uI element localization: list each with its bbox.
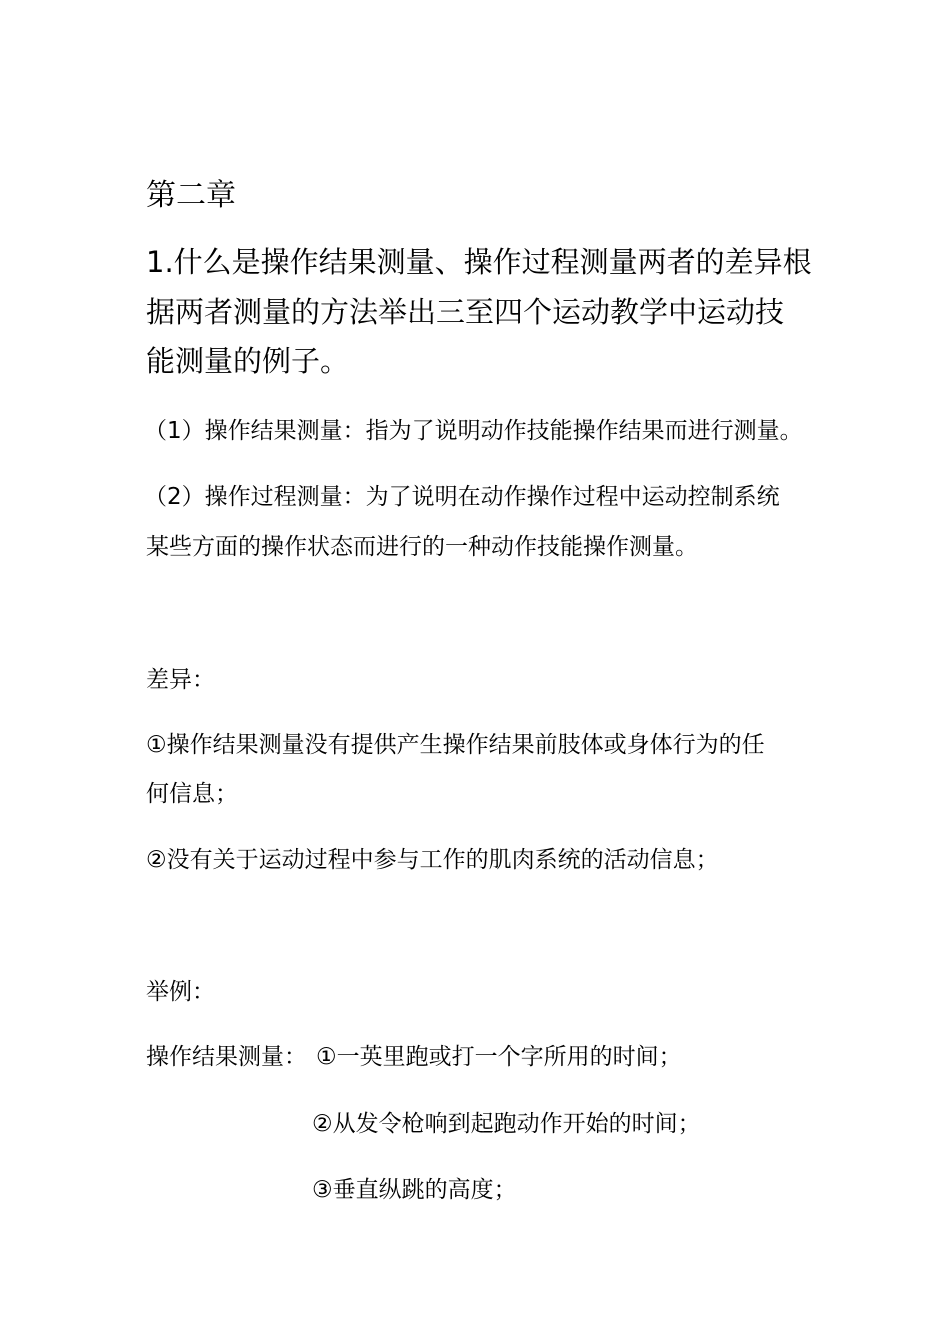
example-item-1: ①一英里跑或打一个字所用的时间； bbox=[316, 1044, 682, 1070]
examples-heading: 举例： bbox=[146, 979, 215, 1005]
differences-heading: 差异： bbox=[146, 667, 215, 693]
question-line-3: 能测量的例子。 bbox=[146, 344, 350, 378]
example-item-3: ③垂直纵跳的高度； bbox=[312, 1177, 517, 1203]
example-item-2: ②从发令枪响到起跑动作开始的时间； bbox=[312, 1111, 701, 1137]
difference-item-1-line-1: ①操作结果测量没有提供产生操作结果前肢体或身体行为的任 bbox=[146, 732, 765, 758]
definition-process-line-1: （2）操作过程测量：为了说明在动作操作过程中运动控制系统 bbox=[144, 484, 780, 510]
definition-process-line-2: 某些方面的操作状态而进行的一种动作技能操作测量。 bbox=[146, 534, 698, 560]
question-line-1: 1.什么是操作结果测量、操作过程测量两者的差异根 bbox=[146, 245, 812, 279]
chapter-title: 第二章 bbox=[146, 178, 236, 213]
question-line-2: 据两者测量的方法举出三至四个运动教学中运动技 bbox=[146, 295, 785, 329]
difference-item-1-line-2: 何信息； bbox=[146, 781, 238, 807]
definition-outcome: （1）操作结果测量：指为了说明动作技能操作结果而进行测量。 bbox=[144, 418, 803, 444]
difference-item-2: ②没有关于运动过程中参与工作的肌肉系统的活动信息； bbox=[146, 847, 719, 873]
examples-label: 操作结果测量： bbox=[146, 1044, 307, 1070]
